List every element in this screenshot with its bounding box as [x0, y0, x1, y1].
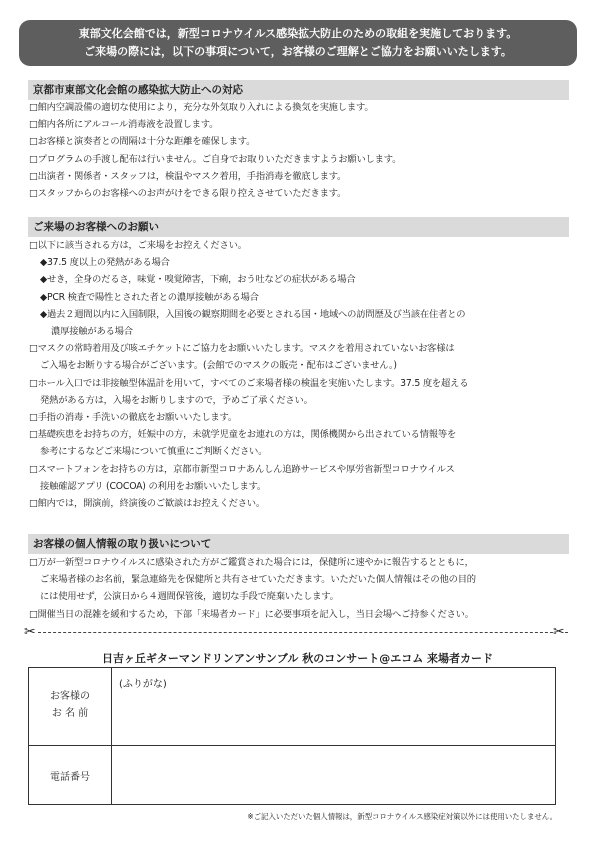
list-item: □以下に該当される方は，ご来場をお控えください。 — [29, 240, 247, 251]
section-title-visitor-requests: ご来場のお客様へのお願い — [28, 217, 569, 237]
list-item: には使用せず，公演日から４週間保管後，適切な手段で廃棄いたします。 — [40, 591, 339, 603]
scissors-icon: ✂ — [24, 624, 36, 640]
visitor-card-form — [28, 667, 556, 805]
list-item: □スタッフからのお客様へのお声がけをできる限り控えさせていただきます。 — [29, 188, 347, 200]
banner-line-1: 東部文化会館では，新型コロナウイルス感染拡大防止のための取組を実施しております。 — [78, 27, 518, 40]
furigana-label: (ふりがな) — [119, 679, 167, 690]
name-label-line-2: お 名 前 — [51, 708, 89, 719]
scissors-icon: ✂ — [553, 624, 565, 640]
cut-line — [28, 632, 568, 633]
list-item: □館内各所にアルコール消毒液を設置します。 — [29, 119, 219, 131]
list-item: ◆過去２週間以内に入国制限，入国後の観察期間を必要とされる国・地域への訪問歴及び当該在住者との — [40, 308, 466, 320]
name-label — [29, 688, 111, 722]
list-item: □マスクの常時着用及び咳エチケットにご協力をお願いいたします。マスクを着用されていないお客様は — [29, 343, 455, 355]
list-item: 参考にするなどご来場について慎重にご判断ください。 — [40, 446, 268, 458]
list-item: □お客様と演奏者との間隔は十分な距離を確保します。 — [29, 136, 256, 148]
card-title: 日吉ヶ丘ギターマンドリンアンサンブル 秋のコンサート@エコム 来場者カード — [101, 652, 494, 665]
privacy-footnote: ※ご記入いただいた個人情報は，新型コロナウイルス感染症対策以外には使用いたしません。 — [247, 812, 557, 821]
list-item: ◆PCR 検査で陽性とされた者との濃厚接触がある場合 — [40, 291, 259, 303]
section-title-personal-info: お客様の個人情報の取り扱いについて — [28, 534, 569, 554]
row-divider — [29, 745, 555, 746]
visitor-requests-list — [29, 237, 574, 512]
banner-line-2: ご来場の際には，以下の事項について，お客様のご理解とご協力をお願いいたします。 — [84, 45, 512, 58]
section-title-facility-measures: 京都市東部文化会館の感染拡大防止への対応 — [28, 80, 569, 100]
list-item: ◆せき，全身のだるさ，味覚・嗅覚障害，下痢，おう吐などの症状がある場合 — [40, 274, 356, 286]
list-item: □ホール入口では非接触型体温計を用いて，すべてのご来場者様の検温を実施いたします。37.5 度を超える — [29, 377, 469, 389]
list-item: □館内空調設備の適切な使用により，充分な外気取り入れによる換気を実施します。 — [29, 102, 374, 113]
notice-banner — [19, 20, 577, 66]
list-item: □万が一新型コロナウイルスに感染された方がご鑑賞された場合には，保健所に速やかに報告するとともに， — [29, 557, 474, 568]
list-item: □スマートフォンをお持ちの方は，京都市新型コロナあんしん追跡サービスや厚労省新型コロナウイルス — [29, 463, 455, 475]
personal-info-list — [29, 554, 574, 623]
list-item: ご来場者様のお名前，緊急連絡先を保健所と共有させていただきます。いただいた個人情報はその他の目的 — [40, 574, 476, 586]
list-item: □手指の消毒・手洗いの徹底をお願いいたします。 — [29, 412, 237, 424]
list-item: □基礎疾患をお持ちの方，妊娠中の方，未就学児童をお連れの方は，関係機関から出されている情報等を — [29, 429, 457, 441]
list-item: 発熱がある方は，入場をお断りしますので，予めご了承ください。 — [40, 394, 313, 406]
list-item: □館内では，開演前，終演後のご歓談はお控えください。 — [29, 498, 266, 510]
list-item: ご入場をお断りする場合がございます。(会館でのマスクの販売・配布はございません。) — [40, 360, 397, 372]
list-item: □開催当日の混雑を緩和するため，下部「来場者カード」に必要事項を記入し，当日会場へご持参ください。 — [29, 608, 474, 620]
name-label-line-1: お客様の — [50, 691, 90, 702]
list-item: 濃厚接触がある場合 — [51, 326, 133, 338]
list-item: 接触確認アプリ (COCOA) の利用をお願いいたします。 — [40, 480, 267, 492]
list-item: ◆37.5 度以上の発熱がある場合 — [40, 257, 170, 269]
phone-label: 電話番号 — [50, 772, 90, 783]
facility-measures-list — [29, 99, 574, 202]
list-item: □出演者・関係者・スタッフは，検温やマスク着用，手指消毒を徹底します。 — [29, 170, 347, 182]
list-item: □プログラムの手渡し配布は行いません。ご自身でお取りいただきますようお願いします。 — [29, 153, 402, 165]
